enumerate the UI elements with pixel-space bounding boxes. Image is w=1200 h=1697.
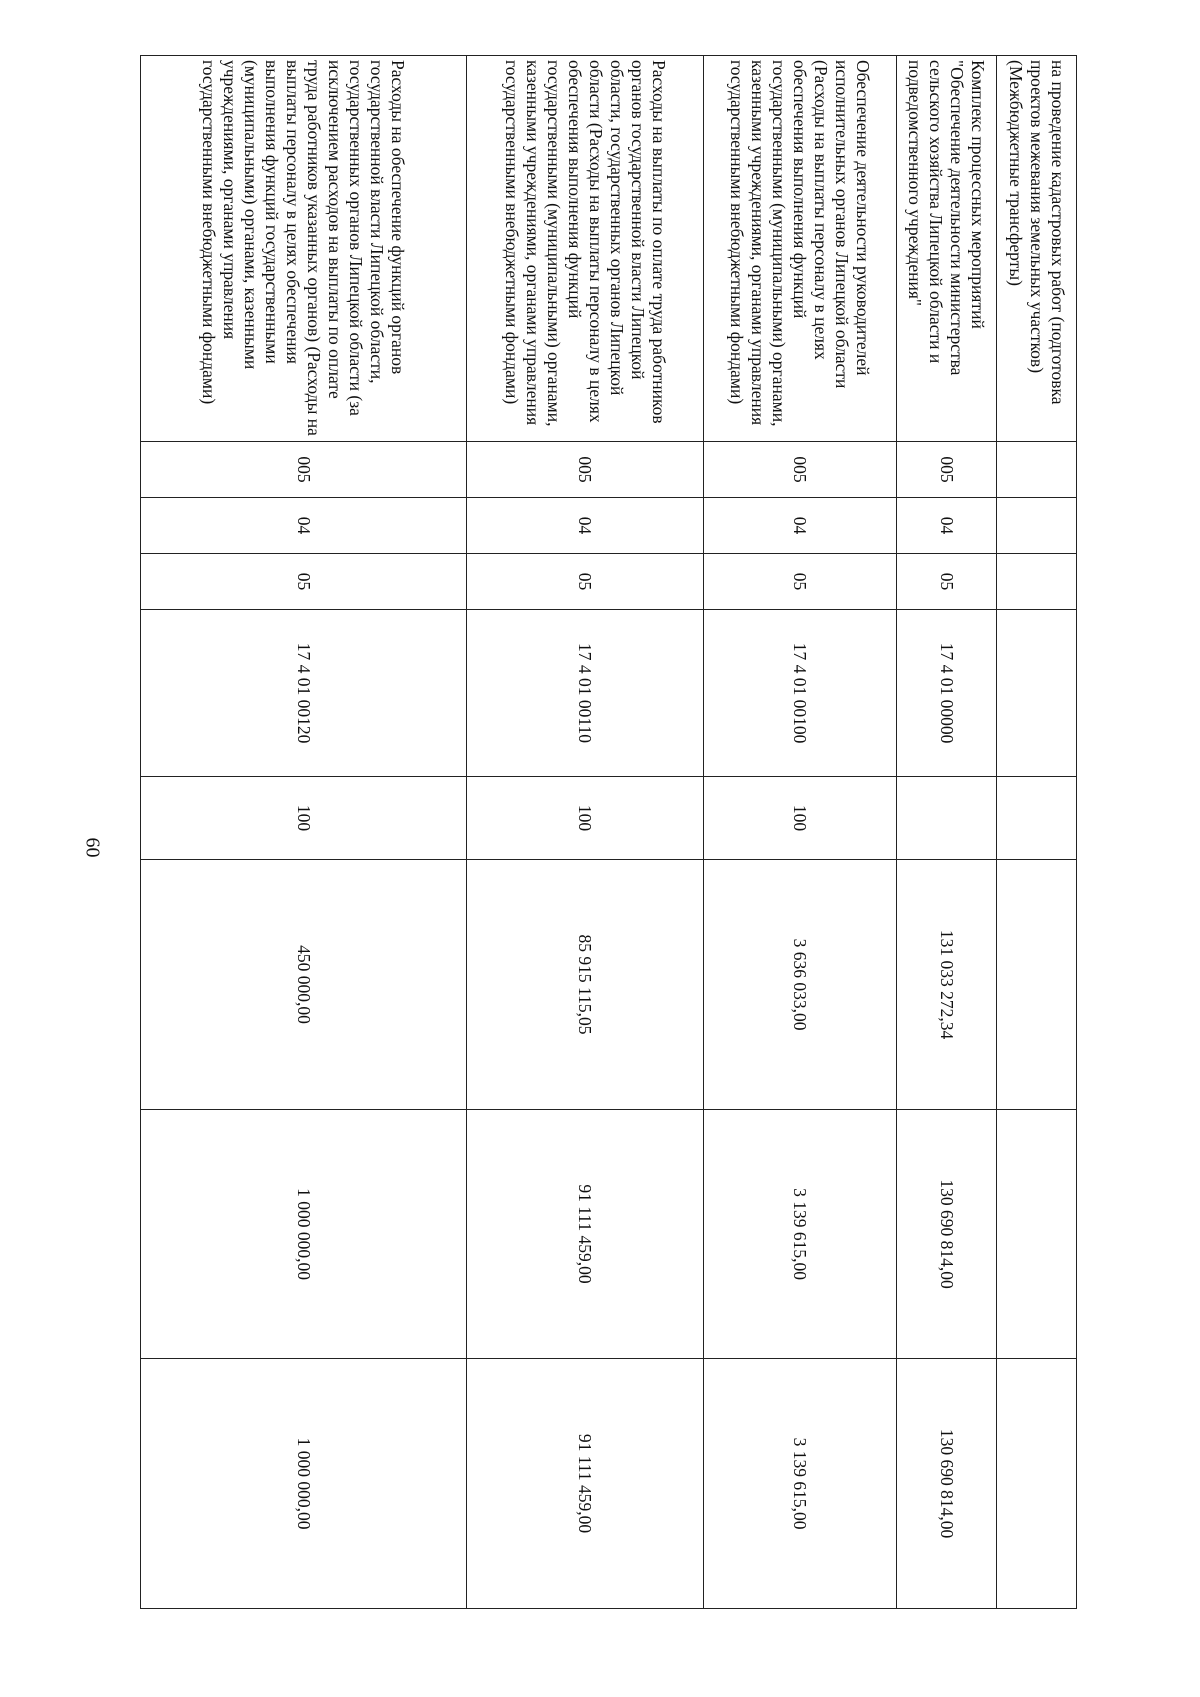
expense-type-code bbox=[997, 777, 1077, 860]
ved-code: 005 bbox=[704, 442, 897, 498]
table-row bbox=[467, 56, 704, 1609]
table-row bbox=[141, 56, 467, 1609]
section-code: 04 bbox=[897, 498, 997, 554]
amount-1: 85 915 115,05 bbox=[467, 860, 704, 1110]
subsection-code: 05 bbox=[704, 554, 897, 610]
expense-type-code: 100 bbox=[467, 777, 704, 860]
target-article-code: 17 4 01 00110 bbox=[467, 610, 704, 777]
section-code: 04 bbox=[141, 498, 467, 554]
table-row bbox=[704, 56, 897, 1609]
amount-3 bbox=[997, 1359, 1077, 1609]
amount-3: 1 000 000,00 bbox=[141, 1359, 467, 1609]
amount-1: 450 000,00 bbox=[141, 860, 467, 1110]
table-row bbox=[897, 56, 997, 1609]
target-article-code bbox=[997, 610, 1077, 777]
row-name: Расходы на обеспечение функций органов государственной власти Липецкой области, государственных органов Липецкой области (за исключением расходов на выплаты по оплате труда работников указанных органов) (Расходы на выплаты персоналу в целях обеспечения выполнения функций государственными (муниципальными) органами, казенными учреждениями, органами управления государственными внебюджетными фондами) bbox=[141, 56, 467, 442]
section-code: 04 bbox=[704, 498, 897, 554]
target-article-code: 17 4 01 00100 bbox=[704, 610, 897, 777]
row-name: Расходы на выплаты по оплате труда работников органов государственной власти Липецкой области, государственных органов Липецкой области (Расходы на выплаты персоналу в целях обеспечения выполнения функций государственными (муниципальными) органами, казенными учреждениями, органами управления государственными внебюджетными фондами) bbox=[467, 56, 704, 442]
row-name: Комплекс процессных мероприятий "Обеспечение деятельности министерства сельского хозяйства Липецкой области и подведомственного учреждения" bbox=[897, 56, 997, 442]
target-article-code: 17 4 01 00000 bbox=[897, 610, 997, 777]
target-article-code: 17 4 01 00120 bbox=[141, 610, 467, 777]
amount-2: 91 111 459,00 bbox=[467, 1110, 704, 1359]
row-name: Обеспечение деятельности руководителей исполнительных органов Липецкой области (Расходы на выплаты персоналу в целях обеспечения выполнения функций государственными (муниципальными) органами, казенными учреждениями, органами управления государственными внебюджетными фондами) bbox=[704, 56, 897, 442]
budget-table bbox=[140, 55, 1077, 1609]
expense-type-code: 100 bbox=[704, 777, 897, 860]
subsection-code: 05 bbox=[897, 554, 997, 610]
amount-3: 3 139 615,00 bbox=[704, 1359, 897, 1609]
amount-2: 130 690 814,00 bbox=[897, 1110, 997, 1359]
section-code bbox=[997, 498, 1077, 554]
subsection-code: 05 bbox=[141, 554, 467, 610]
amount-1: 131 033 272,34 bbox=[897, 860, 997, 1110]
subsection-code bbox=[997, 554, 1077, 610]
subsection-code: 05 bbox=[467, 554, 704, 610]
expense-type-code bbox=[897, 777, 997, 860]
section-code: 04 bbox=[467, 498, 704, 554]
ved-code: 005 bbox=[141, 442, 467, 498]
amount-3: 130 690 814,00 bbox=[897, 1359, 997, 1609]
row-name: на проведение кадастровых работ (подготовка проектов межевания земельных участков) (Межбюджетные трансферты) bbox=[997, 56, 1077, 442]
table-row bbox=[997, 56, 1077, 1609]
page-number: 60 bbox=[81, 837, 104, 858]
ved-code: 005 bbox=[897, 442, 997, 498]
expense-type-code: 100 bbox=[141, 777, 467, 860]
amount-1 bbox=[997, 860, 1077, 1110]
amount-2 bbox=[997, 1110, 1077, 1359]
ved-code: 005 bbox=[467, 442, 704, 498]
amount-2: 1 000 000,00 bbox=[141, 1110, 467, 1359]
amount-3: 91 111 459,00 bbox=[467, 1359, 704, 1609]
rotated-table-wrapper bbox=[141, 55, 1077, 1608]
amount-2: 3 139 615,00 bbox=[704, 1110, 897, 1359]
amount-1: 3 636 033,00 bbox=[704, 860, 897, 1110]
ved-code bbox=[997, 442, 1077, 498]
